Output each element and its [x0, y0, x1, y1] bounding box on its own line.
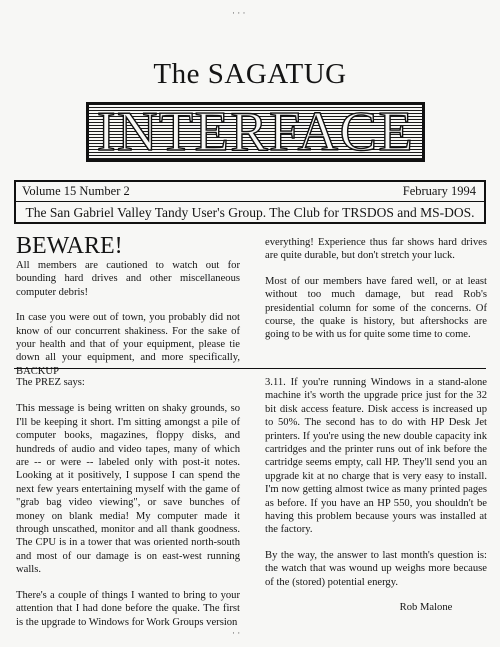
prez-heading: The PREZ says:: [16, 377, 85, 388]
club-tagline: The San Gabriel Valley Tandy User's Group. The Club for TRSDOS and MS-DOS.: [25, 205, 475, 220]
prez-signature: Rob Malone: [399, 602, 453, 614]
beware-paragraph: everything! Experience thus far shows hard drives are quite durable, but don't stretch your luck.: [265, 237, 487, 262]
page-bottom-marks: · ·: [232, 628, 241, 638]
prez-paragraph: There's a couple of things I wanted to bring to your attention that I had done before the quake. The first is the upgrade to Windows for Work Groups version: [16, 589, 240, 628]
beware-headline: BEWARE!: [16, 233, 123, 259]
page-top-marks: · · ·: [232, 8, 246, 18]
beware-left-column: [16, 233, 240, 390]
prez-left-column: [16, 376, 240, 641]
masthead-title: INTERFACE: [96, 102, 415, 162]
masthead-prefix: The SAGATUG: [153, 58, 347, 90]
section-divider: [14, 368, 486, 369]
volume-number: Volume 15 Number 2: [22, 184, 130, 198]
beware-paragraph: In case you were out of town, you probably did not know of our concurrent shakiness. For the sake of your health and that of your equipment, please tie down all your equipment, and more specifically, BACKUP: [16, 312, 240, 377]
beware-paragraph: Most of our members have fared well, or at least without too much damage, but read Rob's presidential column for some of the concerns. Of course, the quake is history, but aftershocks are going to be with us for quite some time to come.: [265, 275, 487, 341]
prez-paragraph: 3.11. If you're running Windows in a stand-alone machine it's worth the upgrade price just for the 32 bit disk access feature. Disk access is increased up to 50%. The second has to do with HP Desk Jet printers. If you're using the new double capacity ink cartridges and the printer runs out of ink before the cartridge seems empty, call HP. They'll send you an upgrade kit at no charge that is very easy to install. I'm now getting almost twice as many printed pages as before. If you have an HP 550, you shouldn't be having this problem because yours was installed at the factory.: [265, 377, 487, 536]
masthead-banner: [86, 102, 425, 162]
beware-right-column: [265, 236, 487, 354]
issue-info-box: [14, 180, 486, 224]
issue-date: February 1994: [402, 184, 476, 198]
issue-row: [16, 182, 484, 202]
prez-right-column: [265, 376, 487, 627]
prez-paragraph: This message is being written on shaky grounds, so I'll be keeping it short. I'm sitting amongst a pile of computer books, magazines, floppy disks, and hundreds of audio and video tapes, many of which are -- or were -- labeled only with post-it notes. Looking at it positively, I suppose I can spend the next few years entertaining myself with the game of "grab bag video viewing", or save bunches of money on blank media! My computer made it through unscathed, monitor and all thank goodness. The CPU is in a tower that was oriented north-south and most of our damage is on east-west running walls.: [16, 403, 240, 576]
beware-paragraph: All members are cautioned to watch out for bounding hard drives and other miscellaneous computer debris!: [16, 260, 240, 298]
prez-paragraph: By the way, the answer to last month's question is: the watch that was wound up weighs more because of the (stored) potential energy.: [265, 549, 487, 588]
